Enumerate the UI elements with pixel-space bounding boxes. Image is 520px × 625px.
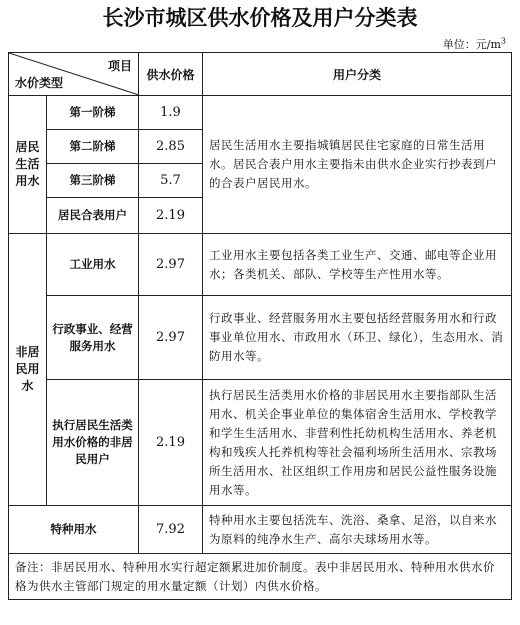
nonresident-type-name: 行政事业、经营服务用水 — [47, 296, 139, 380]
table-header-row — [9, 53, 512, 96]
footnote: 备注：非居民用水、特种用水实行超定额累进加价制度。表中非居民用水、特种用水供水价格为供水主管部门规定的用水量定额（计划）内供水价格。 — [9, 554, 512, 600]
nonresident-type-name: 工业用水 — [47, 234, 139, 296]
unit-superscript: 3 — [500, 36, 506, 46]
special-description: 特种用水主要包括洗车、洗浴、桑拿、足浴，以自来水为原料的纯净水生产、高尔夫球场用水等。 — [203, 506, 512, 554]
price-table — [8, 52, 512, 600]
tier-price: 2.19 — [139, 198, 203, 234]
nonresident-group-label — [9, 234, 47, 506]
header-category: 用户分类 — [203, 53, 512, 96]
nonresident-price: 2.97 — [139, 296, 203, 380]
special-price: 7.92 — [139, 506, 203, 554]
table-row — [9, 506, 512, 554]
special-type-name: 特种用水 — [9, 506, 139, 554]
nonresident-description: 行政事业、经营服务用水主要包括经营服务用水和行政事业单位用水、市政用水（环卫、绿化），生态用水、消防用水等。 — [203, 296, 512, 380]
note-row — [9, 554, 512, 600]
tier-name: 第三阶梯 — [47, 164, 139, 198]
nonresident-type-name: 执行居民生活类用水价格的非居民用户 — [47, 380, 139, 506]
header-type: 水价类型 — [15, 76, 64, 90]
table-row — [9, 234, 512, 296]
resident-group-text: 居民生活用水 — [15, 140, 40, 188]
header-item: 项目 — [107, 59, 132, 73]
table-row — [9, 380, 512, 506]
tier-name: 第二阶梯 — [47, 130, 139, 164]
unit-text: 单位：元/m — [442, 38, 501, 51]
nonresident-description: 工业用水主要包括各类工业生产、交通、邮电等企业用水；各类机关、部队、学校等生产性用水等。 — [203, 234, 512, 296]
nonresident-group-text: 非居民用水 — [15, 345, 40, 393]
header-price: 供水价格 — [139, 53, 203, 96]
resident-description: 居民生活用水主要指城镇居民住宅家庭的日常生活用水。居民合表户用水主要指未由供水企业实行抄表到户的合表户居民用水。 — [203, 96, 512, 234]
table-row — [9, 96, 512, 130]
diagonal-header-cell — [9, 53, 139, 96]
nonresident-description: 执行居民生活类用水价格的非居民用水主要指部队生活用水、机关企事业单位的集体宿舍生活用水、学校教学和学生生活用水、非营利性托幼机构生活用水、养老机构和残疾人托养机构等社会福利场所生活用水、宗教场所生活用水、社区组织工作用房和居民公益性服务设施用水等。 — [203, 380, 512, 506]
tier-price: 1.9 — [139, 96, 203, 130]
tier-name: 第一阶梯 — [47, 96, 139, 130]
table-row — [9, 296, 512, 380]
unit-label — [443, 36, 506, 52]
resident-group-label — [9, 96, 47, 234]
tier-price: 5.7 — [139, 164, 203, 198]
page-title: 长沙市城区供水价格及用户分类表 — [102, 6, 418, 30]
nonresident-price: 2.97 — [139, 234, 203, 296]
nonresident-price: 2.19 — [139, 380, 203, 506]
tier-name: 居民合表用户 — [47, 198, 139, 234]
tier-price: 2.85 — [139, 130, 203, 164]
